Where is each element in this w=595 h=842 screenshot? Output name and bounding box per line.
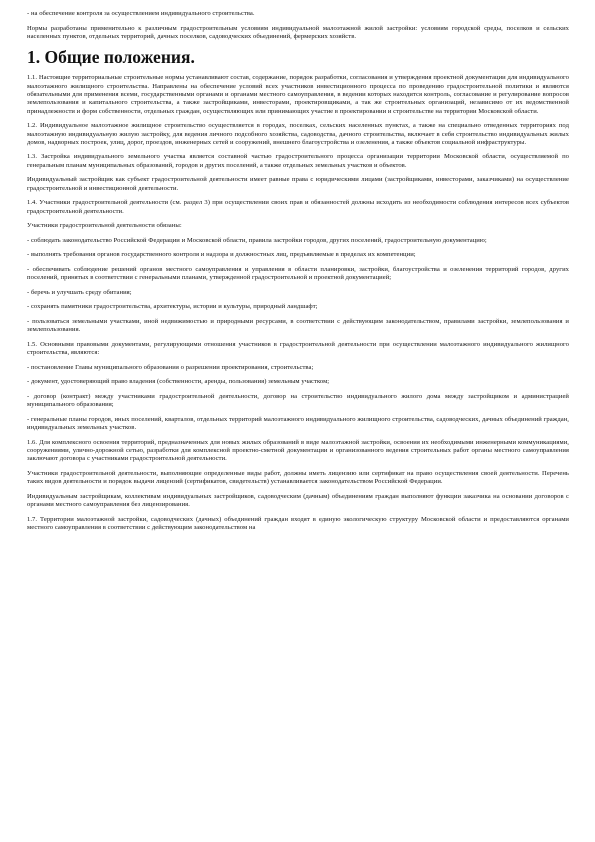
intro-paragraph-2: Нормы разработаны применительно к различным градостроительным условиям индивидуальной малоэтажной жилой застройки: условиям городской среды, поселков и сельских населенных пунктов, отдельных территорий, дачных поселков, садоводческих объединений, фермерских хозяйств. xyxy=(27,24,569,40)
paragraph-1-5: 1.5. Основными правовыми документами, регулирующими отношения участников в градостроительной деятельности при осуществлении малоэтажного индивидуального жилищного строительства, являются: xyxy=(27,340,569,357)
paragraph-obligations-intro: Участники градостроительной деятельности обязаны: xyxy=(27,222,182,230)
list-item-obligation: - выполнять требования органов государственного контроля и надзора и должностных лиц, предъявляемые в пределах их компетенции; xyxy=(27,251,416,259)
list-item-document: - генеральные планы городов, иных поселений, кварталов, отдельных территорий малоэтажного индивидуального жилищного строительства, садоводческих, дачных объединений граждан, индивидуальных земельных участков. xyxy=(27,415,569,432)
list-item-obligation: - обеспечивать соблюдение решений органов местного самоуправления и управления в области планировки, застройки, благоустройства и озеленения территорий городов, других поселений, принятых в соответствии с генеральными планами, утвержденной градостроительной и проектной документацией; xyxy=(27,265,569,282)
paragraph-1-4: 1.4. Участники градостроительной деятельности (см. раздел 3) при осуществлении своих прав и обязанностей должны исходить из необходимости соблюдения интересов всех субъектов градостроительной деятельности. xyxy=(27,199,569,215)
list-item-obligation: - соблюдать законодательство Российской Федерации и Московской области, правила застройки городов, других поселений, градостроительную документацию; xyxy=(27,236,487,244)
section-heading: 1. Общие положения. xyxy=(27,47,195,68)
list-item-document: - договор (контракт) между участниками градостроительной деятельности, договор на строительство индивидуального жилого дома между застройщиком и администрацией муниципального образования; xyxy=(27,392,569,409)
paragraph-1-3: 1.3. Застройка индивидуального земельного участка является составной частью градостроительного процесса организации территории Московской области, осуществляемой по генеральным планам муниципальных образований, городов и других поселений, а также отдельных земельных участков и объектов. xyxy=(27,153,569,169)
paragraph-licensing: Участники градостроительной деятельности, выполняющие определенные виды работ, должны иметь лицензию или сертификат на право осуществления своей деятельности. Перечень таких видов деятельности и порядок выдачи лицензий (сертификатов, свидетельств) устанавливается законодательством Российской Федерации. xyxy=(27,469,569,486)
paragraph-1-7: 1.7. Территории малоэтажной застройки, садоводческих (дачных) объединений граждан входят в единую экологическую структуру Московской области и предоставляются органами местного самоуправления в соответствии с действующим законодательством на xyxy=(27,515,569,531)
list-item-obligation: - беречь и улучшать среду обитания; xyxy=(27,288,132,296)
list-item-document: - документ, удостоверяющий право владения (собственности, аренды, пользования) земельным участком; xyxy=(27,378,330,386)
list-item-obligation: - пользоваться земельными участками, иной недвижимостью и природными ресурсами, в соответствии с действующим законодательством, правилами застройки, землепользования и землепользования. xyxy=(27,317,569,334)
paragraph-1-6: 1.6. Для комплексного освоения территорий, предназначенных для новых жилых образований в виде малоэтажной застройки, освоения их необходимыми инженерными коммуникациями, сооружениями, улично-дорожной сетью, разработки для комплексной проектно-сметной документации и организованного ведения строительных работ органы местного самоуправления заключают договора с участниками градостроительной деятельности. xyxy=(27,438,569,463)
paragraph-1-2: 1.2. Индивидуальное малоэтажное жилищное строительство осуществляется в городах, поселках, сельских населенных пунктах, а также на специально отведенных территориях под малоэтажную индивидуальную жилую застройку, для ведения личного подсобного хозяйства, садоводства, дачного строительства, включает в себя строительство индивидуальных жилых домов, надворных построек, улиц, дорог, проездов, инженерных сетей и сооружений, внешнего благоустройства и озеленения, а также объектов социальной инфраструктуры. xyxy=(27,122,569,146)
paragraph-1-1: 1.1. Настоящие территориальные строительные нормы устанавливают состав, содержание, порядок разработки, согласования и утверждения проектной документации для индивидуального малоэтажного жилищного строительства. Направлены на обеспечение условий всех участников инвестиционного процесса по проведению градостроительной политики и являются обязательными для применения всеми, государственными органами и органами местного самоуправления, в ведении которых находится контроль, согласование и регулирование вопросов землепользования и капитального строительства, а также застройщиками, инвесторами, проектировщиками, а так же строительных организаций, независимо от их ведомственной принадлежности и форм собственности, отдельных граждан, осуществляющих или принимающих участие в проектировании и строительстве на территории Московской области. xyxy=(27,74,569,115)
intro-paragraph-1: - на обеспечение контроля за осуществлением индивидуального строительства. xyxy=(27,10,255,17)
list-item-obligation: - сохранять памятники градостроительства, архитектуры, истории и культуры, природный ландшафт; xyxy=(27,303,318,311)
paragraph-developer-rights: Индивидуальный застройщик как субъект градостроительной деятельности имеет равные права с юридическими лицами (застройщиками, инвесторами, заказчиками) на осуществление градостроительной и инвестиционной деятельности. xyxy=(27,176,569,192)
paragraph-individual-developers: Индивидуальным застройщикам, коллективам индивидуальных застройщиков, садоводческим (дачным) объединениям граждан выполняют функции заказчика на основании договоров с органами местного самоуправления без лицензирования. xyxy=(27,492,569,509)
list-item-document: - постановление Главы муниципального образования о разрешении проектирования, строительства; xyxy=(27,363,314,371)
